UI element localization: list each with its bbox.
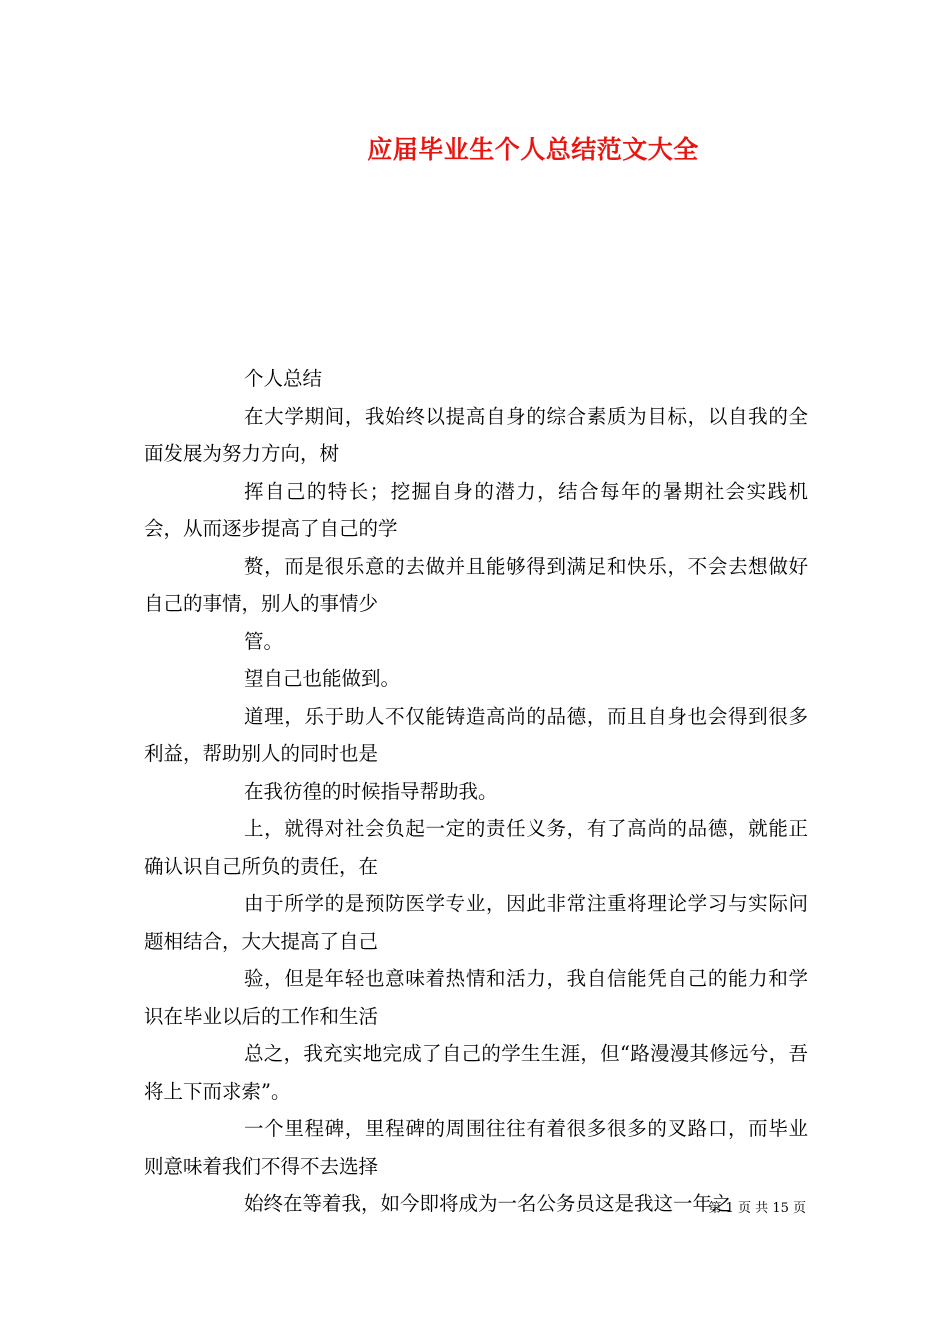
paragraph: 在大学期间，我始终以提高自身的综合素质为目标，以自我的全面发展为努力方向，树 [144,404,808,465]
document-body [144,360,808,1223]
paragraph: 一个里程碑，里程碑的周围往往有着很多很多的叉路口，而毕业则意味着我们不得不去选择 [144,1117,808,1178]
page-number-footer: 第 1 页 共 15 页 [708,1201,806,1216]
paragraph: 望自己也能做到。 [244,667,401,690]
paragraph: 上，就得对社会负起一定的责任义务，有了高尚的品德，就能正确认识自己所负的责任，在 [144,817,808,878]
paragraph: 道理，乐于助人不仅能铸造高尚的品德，而且自身也会得到很多利益，帮助别人的同时也是 [144,704,808,765]
document-title: 应届毕业生个人总结范文大全 [367,135,699,164]
paragraph: 始终在等着我，如今即将成为一名公务员这是我这一年之 [244,1192,732,1215]
paragraph: 赘，而是很乐意的去做并且能够得到满足和快乐，不会去想做好自己的事情，别人的事情少 [144,554,808,615]
paragraph: 管。 [244,629,284,653]
paragraph: 挥自己的特长；挖掘自身的潜力，结合每年的暑期社会实践机会，从而逐步提高了自己的学 [144,479,808,540]
paragraph: 验，但是年轻也意味着热情和活力，我自信能凭自己的能力和学识在毕业以后的工作和生活 [144,967,808,1028]
paragraph: 总之，我充实地完成了自己的学生生涯，但“路漫漫其修远兮，吾将上下而求索”。 [144,1042,808,1103]
paragraph: 在我彷徨的时候指导帮助我。 [244,779,498,803]
paragraph: 个人总结 [244,367,323,390]
paragraph: 由于所学的是预防医学专业，因此非常注重将理论学习与实际问题相结合，大大提高了自己 [144,892,808,953]
